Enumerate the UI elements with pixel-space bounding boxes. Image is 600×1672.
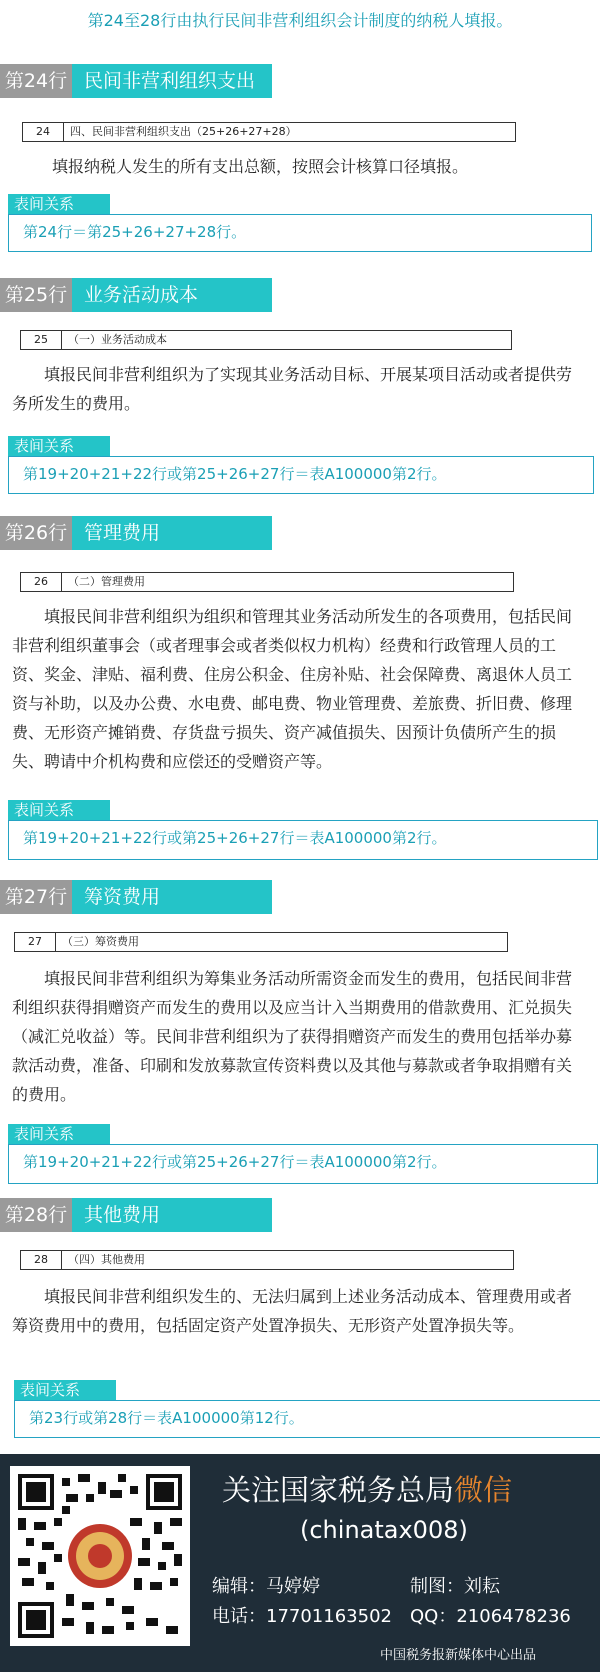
relation-tag: 表间关系 <box>8 800 110 820</box>
intro-text: 第24至28行由执行民间非营利组织会计制度的纳税人填报。 <box>87 11 513 30</box>
producer-credit: 中国税务报新媒体中心出品 <box>380 1648 537 1663</box>
relation-box-25: 第19+20+21+22行或第25+26+27行＝表A100000第2行。 <box>8 456 594 494</box>
section-title: 其他费用 <box>72 1198 272 1232</box>
section-title: 管理费用 <box>72 516 272 550</box>
form-row-text: （二）管理费用 <box>68 575 145 588</box>
section-number: 第26行 <box>0 516 72 550</box>
section-title: 业务活动成本 <box>72 278 272 312</box>
section-title: 筹资费用 <box>72 880 272 914</box>
relation-tag: 表间关系 <box>8 194 110 214</box>
form-row-text: （一）业务活动成本 <box>68 333 167 346</box>
form-row-text: （三）筹资费用 <box>62 935 139 948</box>
phone-number: 电话：17701163502 <box>212 1606 392 1627</box>
relation-tag: 表间关系 <box>8 436 110 456</box>
relation-tag: 表间关系 <box>8 1124 110 1144</box>
relation-box-28: 第23行或第28行＝表A100000第12行。 <box>14 1400 600 1438</box>
form-row-28 <box>20 1250 514 1270</box>
relation-tag: 表间关系 <box>14 1380 116 1400</box>
section-number: 第28行 <box>0 1198 72 1232</box>
form-row-text: （四）其他费用 <box>68 1253 145 1266</box>
form-row-number: 26 <box>21 573 62 591</box>
description-paragraph-26: 填报民间非营利组织为组织和管理其业务活动所发生的各项费用，包括民间非营利组织董事会（或者理事会或者类似权力机构）经费和行政管理人员的工资、奖金、津贴、福利费、住房公积金、住房补贴、社会保障费、离退休人员工资与补助，以及办公费、水电费、邮电费、物业管理费、差旅费、折旧费、修理费、无形资产摊销费、存货盘亏损失、资产减值损失、因预计负债所产生的损失、聘请中介机构费和应偿还的受赠资产等。 <box>12 607 573 771</box>
follow-text: 关注国家税务总局 <box>222 1473 455 1507</box>
form-row-24 <box>22 122 516 142</box>
relation-box-26: 第19+20+21+22行或第25+26+27行＝表A100000第2行。 <box>8 820 598 860</box>
section-number: 第27行 <box>0 880 72 914</box>
editor-credit: 编辑：马婷婷 <box>212 1576 320 1597</box>
qq-number: QQ：2106478236 <box>410 1606 571 1627</box>
form-row-number: 28 <box>21 1251 62 1269</box>
section-number: 第24行 <box>0 64 72 98</box>
section-header-27 <box>0 880 272 914</box>
form-row-number: 27 <box>15 933 56 951</box>
wechat-accent: 微信 <box>454 1473 513 1507</box>
form-row-text: 四、民间非营利组织支出（25+26+27+28） <box>70 125 297 138</box>
description-paragraph-25: 填报民间非营利组织为了实现其业务活动目标、开展某项目活动或者提供劳务所发生的费用。 <box>12 365 573 413</box>
qr-code[interactable] <box>10 1466 190 1646</box>
form-row-number: 25 <box>21 331 62 349</box>
relation-box-24: 第24行＝第25+26+27+28行。 <box>8 214 592 252</box>
qr-code-icon <box>18 1474 182 1638</box>
description-paragraph-24: 填报纳税人发生的所有支出总额，按照会计核算口径填报。 <box>52 157 469 176</box>
description-paragraph-27: 填报民间非营利组织为筹集业务活动所需资金而发生的费用，包括民间非营利组织获得捐赠资产而发生的费用以及应当计入当期费用的借款费用、汇兑损失（减汇兑收益）等。民间非营利组织为了获得捐赠资产而发生的费用包括举办募款活动费，准备、印刷和发放募款宣传资料费以及其他与募款或者争取捐赠有关的费用。 <box>12 969 573 1104</box>
form-row-27 <box>14 932 508 952</box>
section-header-28 <box>0 1198 272 1232</box>
section-header-24 <box>0 64 272 98</box>
section-header-26 <box>0 516 272 550</box>
relation-box-27: 第19+20+21+22行或第25+26+27行＝表A100000第2行。 <box>8 1144 598 1184</box>
description-paragraph-28: 填报民间非营利组织发生的、无法归属到上述业务活动成本、管理费用或者筹资费用中的费用，包括固定资产处置净损失、无形资产处置净损失等。 <box>12 1287 573 1335</box>
section-title: 民间非营利组织支出 <box>72 64 272 98</box>
illustrator-credit: 制图：刘耘 <box>410 1576 500 1597</box>
section-header-25 <box>0 278 272 312</box>
follow-heading <box>222 1468 512 1509</box>
form-row-26 <box>20 572 514 592</box>
wechat-handle: (chinatax008) <box>300 1516 468 1544</box>
section-number: 第25行 <box>0 278 72 312</box>
form-row-25 <box>20 330 512 350</box>
form-row-number: 24 <box>23 123 64 141</box>
